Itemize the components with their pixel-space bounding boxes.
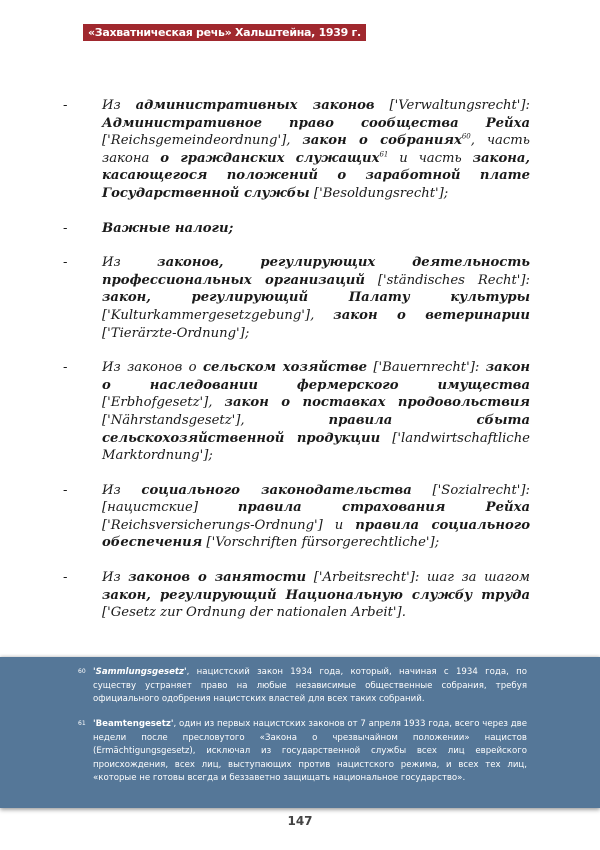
plain-text: ['Verwaltungsrecht']:	[374, 98, 531, 113]
emphasis-text: правила социального обеспечения	[102, 517, 530, 551]
footnote-panel	[0, 657, 600, 808]
list-item	[62, 220, 530, 238]
plain-text: ['Reichsgemeindeordnung'],	[102, 133, 303, 149]
plain-text: Из законов о	[102, 360, 203, 376]
emphasis-text: административных законов	[135, 98, 375, 113]
emphasis-text: закона, касающегося положений о заработной плате Государственной службы	[102, 150, 530, 201]
emphasis-text: о гражданских служащих	[160, 150, 380, 166]
emphasis-text: социального законодательства	[141, 482, 412, 498]
list-marker: -	[63, 220, 68, 236]
footnote-60	[78, 666, 527, 707]
footnote-term: 'Sammlungsgesetz'	[93, 667, 187, 677]
plain-text: ['Kulturkammergesetzgebung'],	[102, 307, 334, 323]
list-item	[62, 359, 530, 465]
footnote-ref: 61	[379, 150, 389, 159]
list-item-text	[102, 483, 530, 551]
plain-text: Из	[102, 255, 158, 271]
plain-text: ['Gesetz zur Ordnung der nationalen Arbeit'].	[102, 605, 406, 621]
footnote-61	[78, 718, 527, 786]
plain-text: Из	[102, 570, 129, 586]
plain-text: Из	[102, 482, 142, 498]
list-marker: -	[63, 482, 68, 498]
plain-text: ['Besoldungsrecht'];	[309, 185, 449, 201]
plain-text: ['Bauernrecht']:	[367, 360, 486, 376]
footnote-number: 60	[78, 668, 86, 675]
footnote-text: , нацистский закон 1934 года, который, начиная с 1934 года, по существу устраняет право на любые независимые общественные собрания, требуя официального одобрения нацистских властей для всех таких собраний.	[93, 667, 527, 704]
footnote-term: 'Beamtengesetz'	[93, 719, 174, 729]
emphasis-text: правила страхования Рейха	[237, 500, 530, 516]
plain-text: ['Vorschriften fürsorgerechtliche'];	[202, 535, 440, 551]
list-item	[62, 254, 530, 342]
plain-text: , часть закона	[102, 133, 530, 166]
list-marker: -	[63, 360, 68, 376]
law-list	[62, 97, 530, 639]
footnote-ref: 60	[461, 132, 471, 141]
footnote-text: , один из первых нацистских законов от 7 апреля 1933 года, всего через две недели после пресловутого «Закона о чрезвычайном положении» нацистов (Ermächtigungsgesetz), исключал из государственной службы всех лиц еврейского происхождения, всех лиц, выступающих против нацистского режима, и всех тех лиц, «которые не готовы всегда и беззаветно защищать национальное государство».	[93, 719, 527, 783]
emphasis-text: закон о поставках продовольствия	[224, 395, 530, 411]
list-item	[62, 569, 530, 622]
emphasis-text: закон, регулирующий Палату культуры	[102, 290, 530, 306]
running-header: «Захватническая речь» Хальштейна, 1939 г.	[83, 24, 366, 41]
list-item	[62, 482, 530, 552]
list-item-text	[102, 255, 530, 340]
list-marker: -	[63, 98, 68, 113]
list-marker: -	[63, 255, 68, 271]
list-item-text	[102, 570, 530, 620]
list-item-text	[102, 360, 530, 463]
plain-text: ['landwirtschaftliche Marktordnung'];	[102, 430, 530, 464]
page-number: 147	[287, 814, 313, 828]
emphasis-text: закон, регулирующий Национальную службу труда	[102, 587, 530, 603]
plain-text: ['Erbhofgesetz'],	[102, 395, 225, 411]
list-item	[62, 97, 530, 203]
plain-text: и часть	[388, 150, 473, 166]
list-marker: -	[63, 570, 68, 586]
plain-text: ['ständisches Recht']:	[364, 272, 530, 288]
plain-text: Из	[102, 98, 136, 113]
plain-text: ['Nährstandsgesetz'],	[102, 412, 329, 428]
emphasis-text: законов о занятости	[128, 570, 307, 586]
emphasis-text: Административное право сообщества Рейха	[102, 115, 530, 131]
plain-text: ['Arbeitsrecht']: шаг за шагом	[306, 570, 530, 586]
plain-text: ['Sozialrecht']: [нацистские]	[102, 482, 530, 516]
emphasis-text: Важные налоги;	[102, 220, 234, 236]
list-item-text	[102, 98, 530, 201]
plain-text: ['Tierärzte-Ordnung'];	[102, 325, 250, 341]
emphasis-text: законов, регулирующих деятельность профессиональных организаций	[102, 255, 530, 288]
plain-text: ['Reichsversicherungs-Ordnung'] и	[102, 517, 356, 533]
footnote-number: 61	[78, 720, 86, 727]
emphasis-text: закон о наследовании фермерского имущества	[102, 360, 531, 393]
list-item-text	[102, 221, 233, 236]
emphasis-text: закон о собраниях	[302, 133, 462, 149]
emphasis-text: правила сбыта сельскохозяйственной продукции	[102, 412, 530, 446]
emphasis-text: закон о ветеринарии	[333, 307, 530, 323]
emphasis-text: сельском хозяйстве	[202, 360, 368, 376]
